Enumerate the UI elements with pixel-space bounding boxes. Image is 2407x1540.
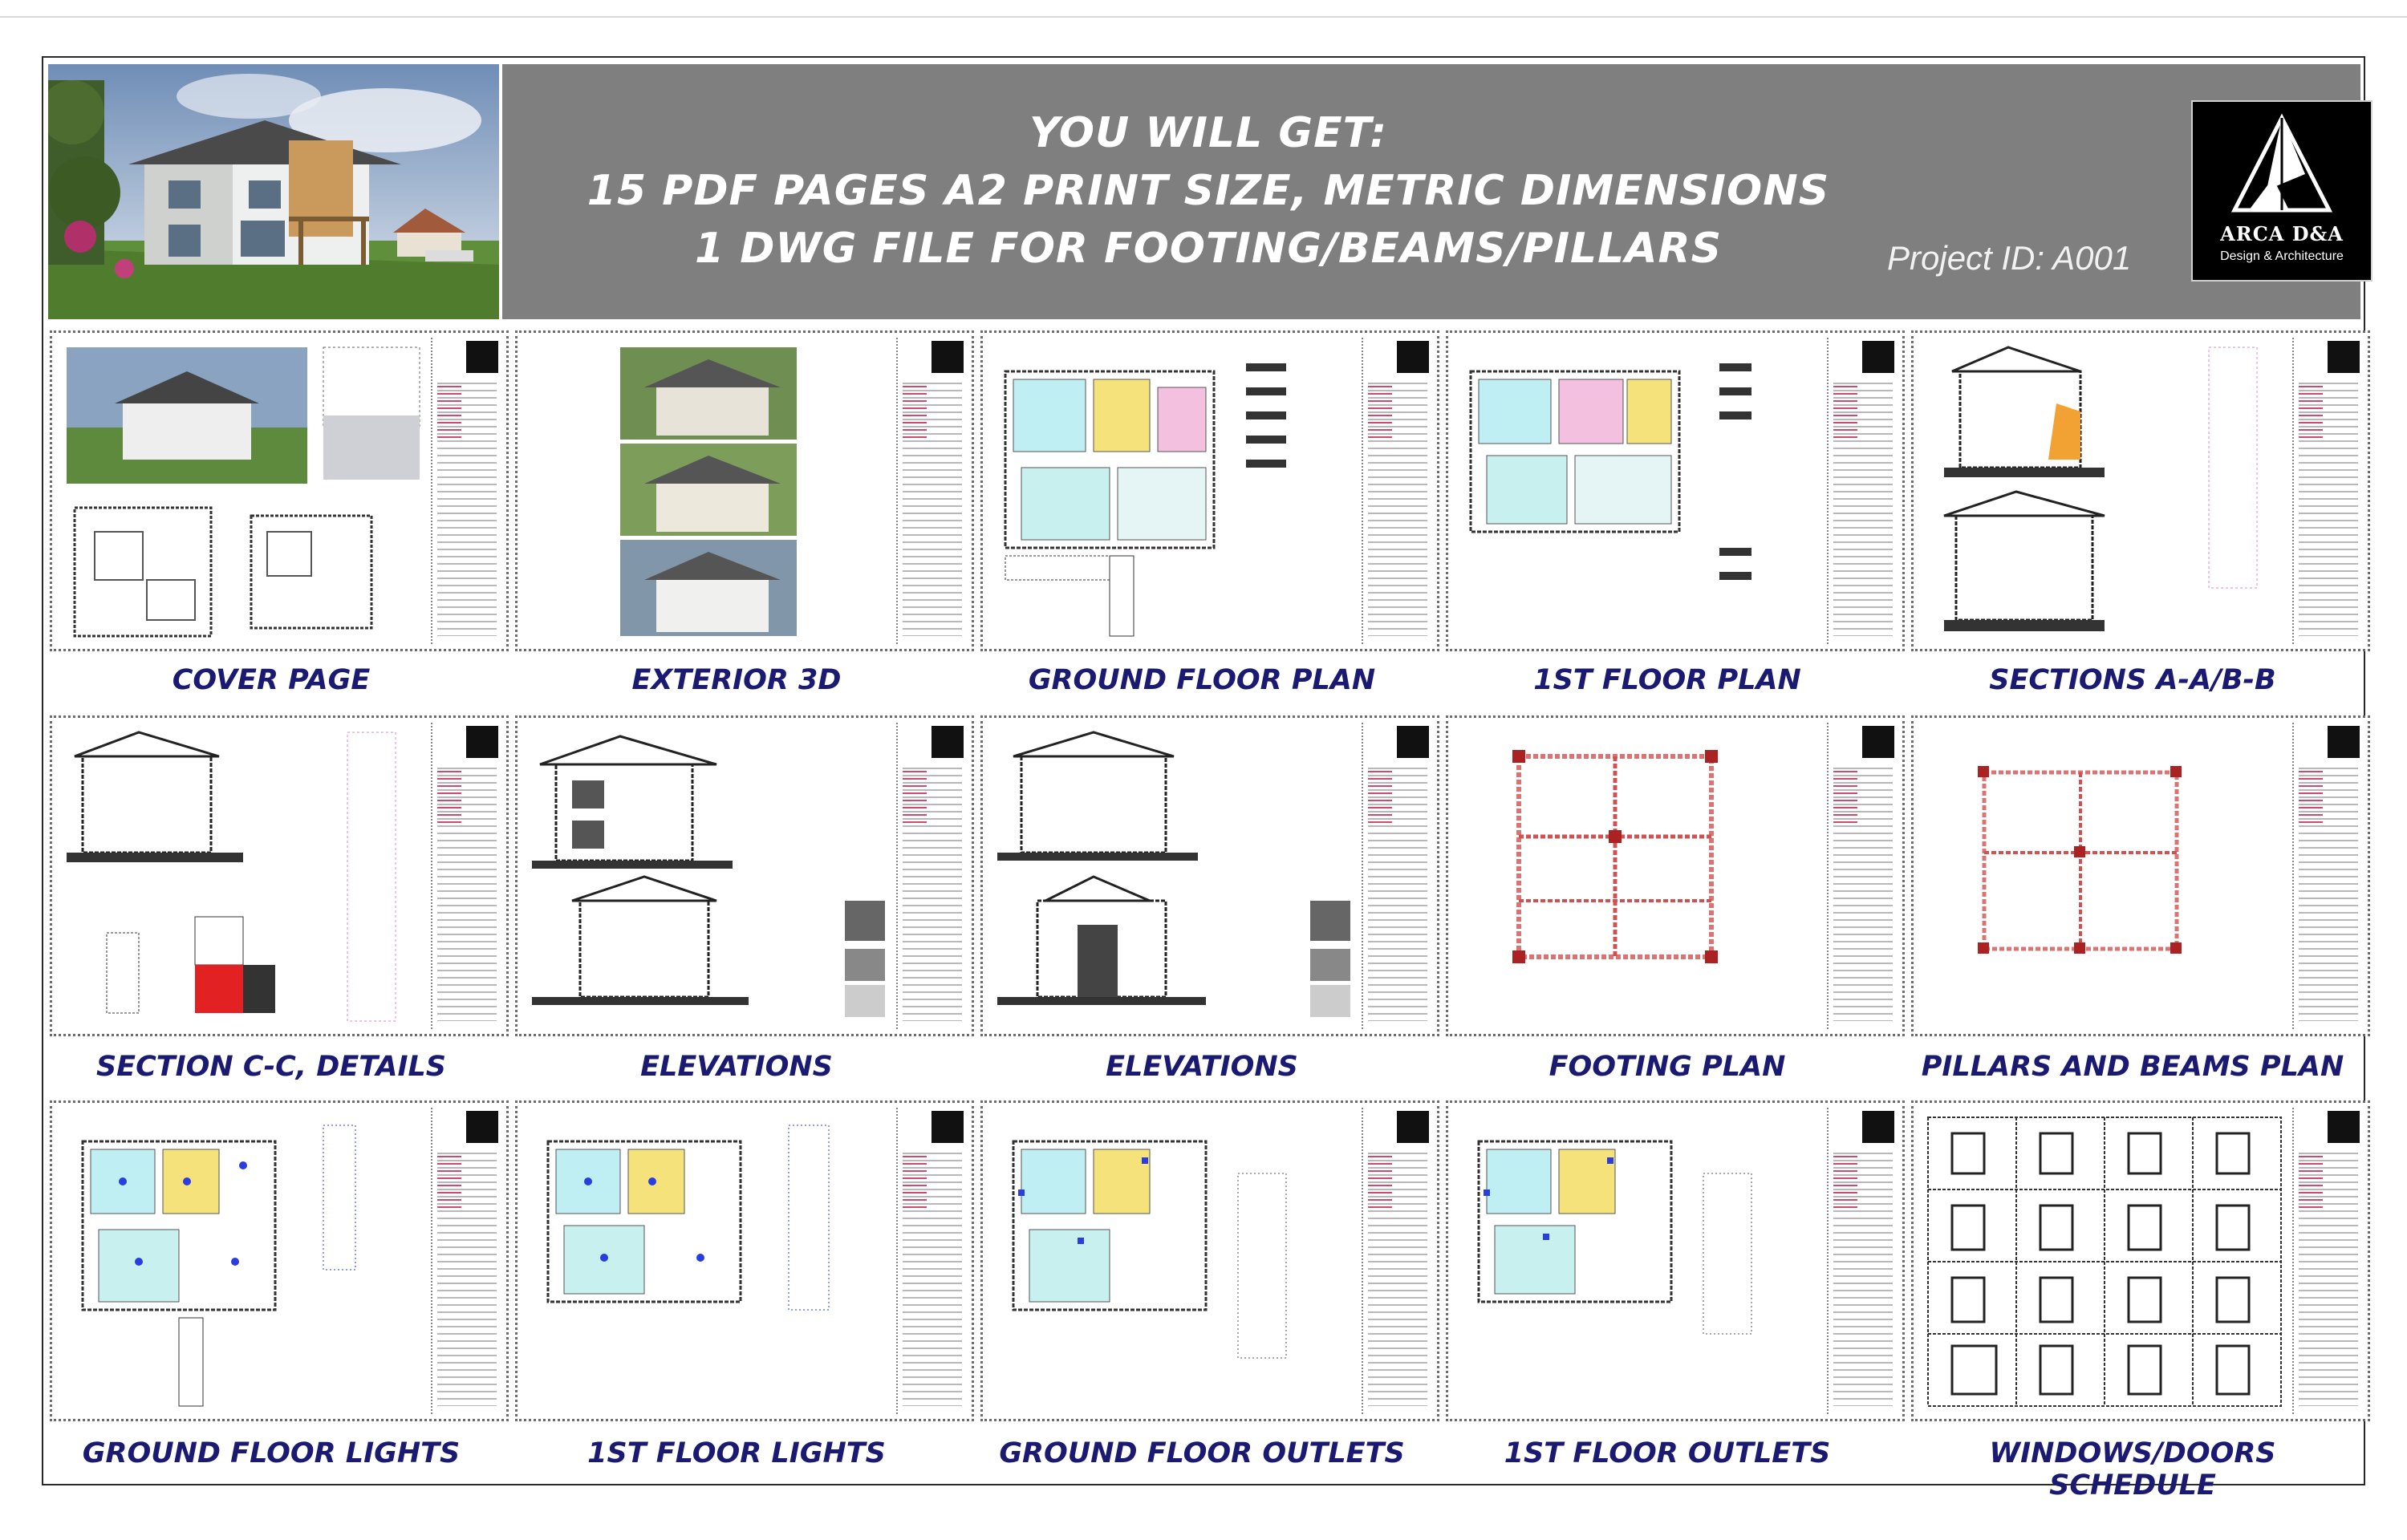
- ground-floor-outlets-drawing: [989, 1109, 1358, 1414]
- sheet-caption: SECTIONS A-A/B-B: [1989, 664, 2276, 696]
- first-floor-outlets-drawing: [1455, 1109, 1824, 1414]
- first-floor-lights-drawing: [524, 1109, 893, 1414]
- sheet-caption: GROUND FLOOR PLAN: [1028, 664, 1376, 696]
- sheet-thumbnail: [1911, 1100, 2370, 1421]
- sheet-thumbnail: [50, 715, 509, 1036]
- footing-plan-drawing: [1455, 724, 1824, 1029]
- house-render-photo: [48, 64, 499, 319]
- headline-line-1: YOU WILL GET:: [1029, 109, 1388, 157]
- headline-line-2: 15 PDF PAGES A2 PRINT SIZE, METRIC DIMENSIONS: [587, 167, 1830, 215]
- project-id: Project ID: A001: [1887, 239, 2132, 277]
- sheet-thumbnail: [50, 330, 509, 651]
- sheet-thumbnail: [515, 330, 974, 651]
- ground-floor-lights-drawing: [59, 1109, 428, 1414]
- sheet-thumbnail: [1911, 715, 2370, 1036]
- sheet-caption: 1ST FLOOR LIGHTS: [587, 1437, 886, 1469]
- sheet-caption: GROUND FLOOR LIGHTS: [82, 1437, 461, 1469]
- sheet-caption: WINDOWS/DOORS SCHEDULE: [1989, 1437, 2276, 1502]
- sheet-thumbnail: [50, 1100, 509, 1421]
- arca-logo: [2191, 100, 2372, 282]
- sheet-thumbnail: [1446, 715, 1905, 1036]
- sheet-caption: FOOTING PLAN: [1549, 1051, 1786, 1083]
- elevations-drawing: [524, 724, 893, 1029]
- ground-floor-plan-drawing: [989, 339, 1358, 644]
- sheet-caption: EXTERIOR 3D: [631, 664, 842, 696]
- sheet-thumbnail: [1911, 330, 2370, 651]
- cover-page-drawing: [59, 339, 428, 644]
- headline-line-3: 1 DWG FILE FOR FOOTING/BEAMS/PILLARS: [694, 225, 1723, 273]
- sheet-thumbnail: [1446, 1100, 1905, 1421]
- sheet-thumbnail: [1446, 330, 1905, 651]
- sheet-caption: 1ST FLOOR OUTLETS: [1504, 1437, 1831, 1469]
- exterior-3d-renders: [524, 339, 893, 644]
- elevations-drawing: [989, 724, 1358, 1029]
- sheet-thumbnail: [980, 330, 1439, 651]
- section-c-c-drawing: [59, 724, 428, 1029]
- sheet-caption: ELEVATIONS: [1106, 1051, 1298, 1083]
- sheet-thumbnail: [515, 1100, 974, 1421]
- logo-subtitle: Design & Architecture: [2220, 249, 2344, 263]
- header-banner: [48, 64, 2360, 319]
- banner-panel: [502, 64, 2360, 319]
- sections-drawing: [1920, 339, 2289, 644]
- sheet-thumbnail: [980, 1100, 1439, 1421]
- first-floor-plan-drawing: [1455, 339, 1824, 644]
- pillars-beams-plan-drawing: [1920, 724, 2289, 1029]
- top-divider: [0, 16, 2407, 18]
- sheet-caption: ELEVATIONS: [640, 1051, 833, 1083]
- sheet-thumbnail: [980, 715, 1439, 1036]
- windows-doors-schedule-drawing: [1920, 1109, 2289, 1414]
- sheet-caption: SECTION C-C, DETAILS: [95, 1051, 447, 1083]
- sheet-thumbnail: [515, 715, 974, 1036]
- sheet-caption: 1ST FLOOR PLAN: [1533, 664, 1801, 696]
- sheet-caption: GROUND FLOOR OUTLETS: [999, 1437, 1405, 1469]
- logo-name: ARCA D&A: [2220, 222, 2344, 245]
- sheet-caption: PILLARS AND BEAMS PLAN: [1921, 1051, 2344, 1083]
- sheet-caption: COVER PAGE: [172, 664, 371, 696]
- mountain-logo-icon: [2193, 102, 2371, 222]
